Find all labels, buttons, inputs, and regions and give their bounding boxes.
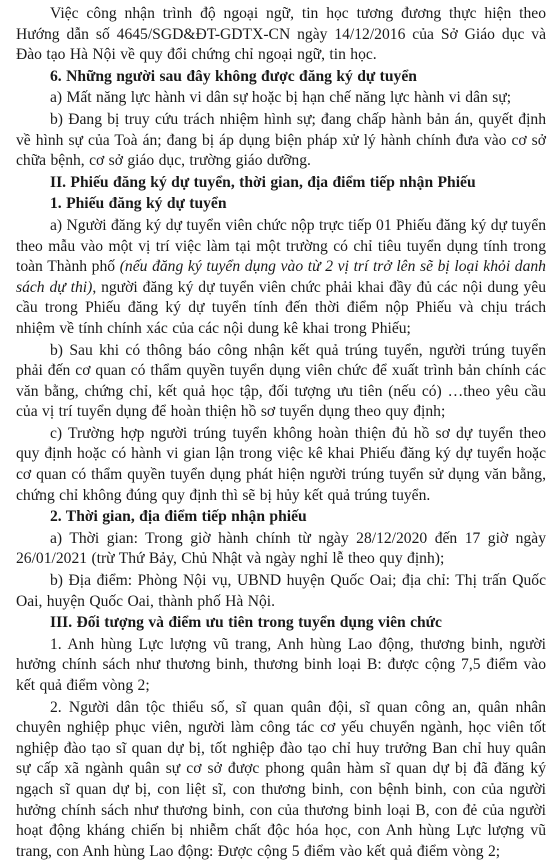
section-2a-paragraph: a) Thời gian: Trong giờ hành chính từ ngày 28/12/2020 đến 17 giờ ngày 26/01/2021 (trừ Thứ Bảy, Chủ Nhật và ngày nghỉ lễ theo quy định); [16, 529, 546, 568]
section-II-2-heading: 2. Thời gian, địa điểm tiếp nhận phiếu [50, 508, 307, 526]
section-1a-italic-note: (nếu đăng ký tuyển dụng vào từ 2 vị trí trở lên sẽ bị loại khỏi danh sách dự thi) [16, 258, 546, 296]
section-II-1-heading: 1. Phiếu đăng ký dự tuyển [50, 195, 227, 213]
section-1a-paragraph [16, 216, 546, 340]
document-page [16, 4, 546, 863]
section-1b-paragraph: b) Sau khi có thông báo công nhận kết quả trúng tuyển, người trúng tuyển phải đến cơ quan có thẩm quyền tuyển dụng viên chức để xuất trình bản chính các văn bằng, chứng chỉ, kết quả học tập, đối tượng ưu tiên (nếu có) …theo yêu cầu của vị trí tuyển dụng để hoàn thiện hồ sơ tuyển dụng theo quy định; [16, 341, 546, 421]
section-6-heading: 6. Những người sau đây không được đăng ký dự tuyển [50, 67, 417, 85]
section-III-heading: III. Đối tượng và điểm ưu tiên trong tuyển dụng viên chức [50, 614, 442, 632]
section-III-1-paragraph: 1. Anh hùng Lực lượng vũ trang, Anh hùng Lao động, thương binh, người hưởng chính sách như thương binh, thương binh loại B: được cộng 7,5 điểm vào kết quả điểm vòng 2; [16, 635, 546, 694]
section-6a-paragraph: a) Mất năng lực hành vi dân sự hoặc bị hạn chế năng lực hành vi dân sự; [50, 89, 512, 107]
section-2b-paragraph: b) Địa điểm: Phòng Nội vụ, UBND huyện Quốc Oai; địa chỉ: Thị trấn Quốc Oai, huyện Quốc Oai, thành phố Hà Nội. [16, 572, 546, 610]
section-6b-paragraph: b) Đang bị truy cứu trách nhiệm hình sự; đang chấp hành bản án, quyết định về hình sự của Toà án; đang bị áp dụng biện pháp xử lý hành chính đưa vào cơ sở chữa bệnh, cơ sở giáo dục, trường giáo dưỡng. [16, 110, 546, 170]
intro-paragraph: Việc công nhận trình độ ngoại ngữ, tin học tương đương thực hiện theo Hướng dẫn số 4645/SGD&ĐT-GDTX-CN ngày 14/12/2016 của Sở Giáo dục và Đào tạo Hà Nội về quy đổi chứng chỉ ngoại ngữ, tin học. [16, 5, 546, 64]
section-III-2-paragraph: 2. Người dân tộc thiểu số, sĩ quan quân đội, sĩ quan công an, quân nhân chuyên nghiệp phục viên, người làm công tác cơ yếu chuyển ngành, học viên tốt nghiệp đào tạo sĩ quan dự bị, tốt nghiệp đào tạo chỉ huy trưởng Ban chỉ huy quân sự cấp xã ngành quân sự cơ sở được phong quân hàm sĩ quan dự bị đã đăng ký ngạch sĩ quan dự bị, con liệt sĩ, con thương binh, con bệnh binh, con của người hưởng chính sách như thương binh, con của thương binh loại B, con đẻ của người hoạt động kháng chiến bị nhiễm chất độc hóa học, con Anh hùng Lực lượng vũ trang, con Anh hùng Lao động: Được cộng 5 điểm vào kết quả điểm vòng 2; [16, 698, 546, 860]
section-1c-paragraph: c) Trường hợp người trúng tuyển không hoàn thiện đủ hồ sơ dự tuyển theo quy định hoặc có hành vi gian lận trong việc kê khai Phiếu đăng ký dự tuyển hoặc cơ quan có thẩm quyền tuyển dụng phát hiện người trúng tuyển sử dụng văn bằng, chứng chỉ không đúng quy định thì sẽ bị hủy kết quả trúng tuyển. [16, 424, 546, 504]
section-1a-text-start: a) Người đăng ký dự tuyển viên chức nộp trực tiếp 01 Phiếu đăng ký dự tuyển theo mẫu vào một vị trí việc làm tại một trường có chỉ tiêu tuyển dụng tính trong toàn Thành phố [16, 216, 546, 276]
section-II-heading: II. Phiếu đăng ký dự tuyển, thời gian, địa điểm tiếp nhận Phiếu [50, 173, 476, 191]
section-1a-text-end: , người đăng ký dự tuyển viên chức phải khai đầy đủ các nội dung yêu cầu trong Phiếu đăng ký dự tuyển tính đến thời điểm nộp Phiếu và chịu trách nhiệm về tính chính xác của các nội dung kê khai trong Phiếu; [16, 278, 546, 337]
